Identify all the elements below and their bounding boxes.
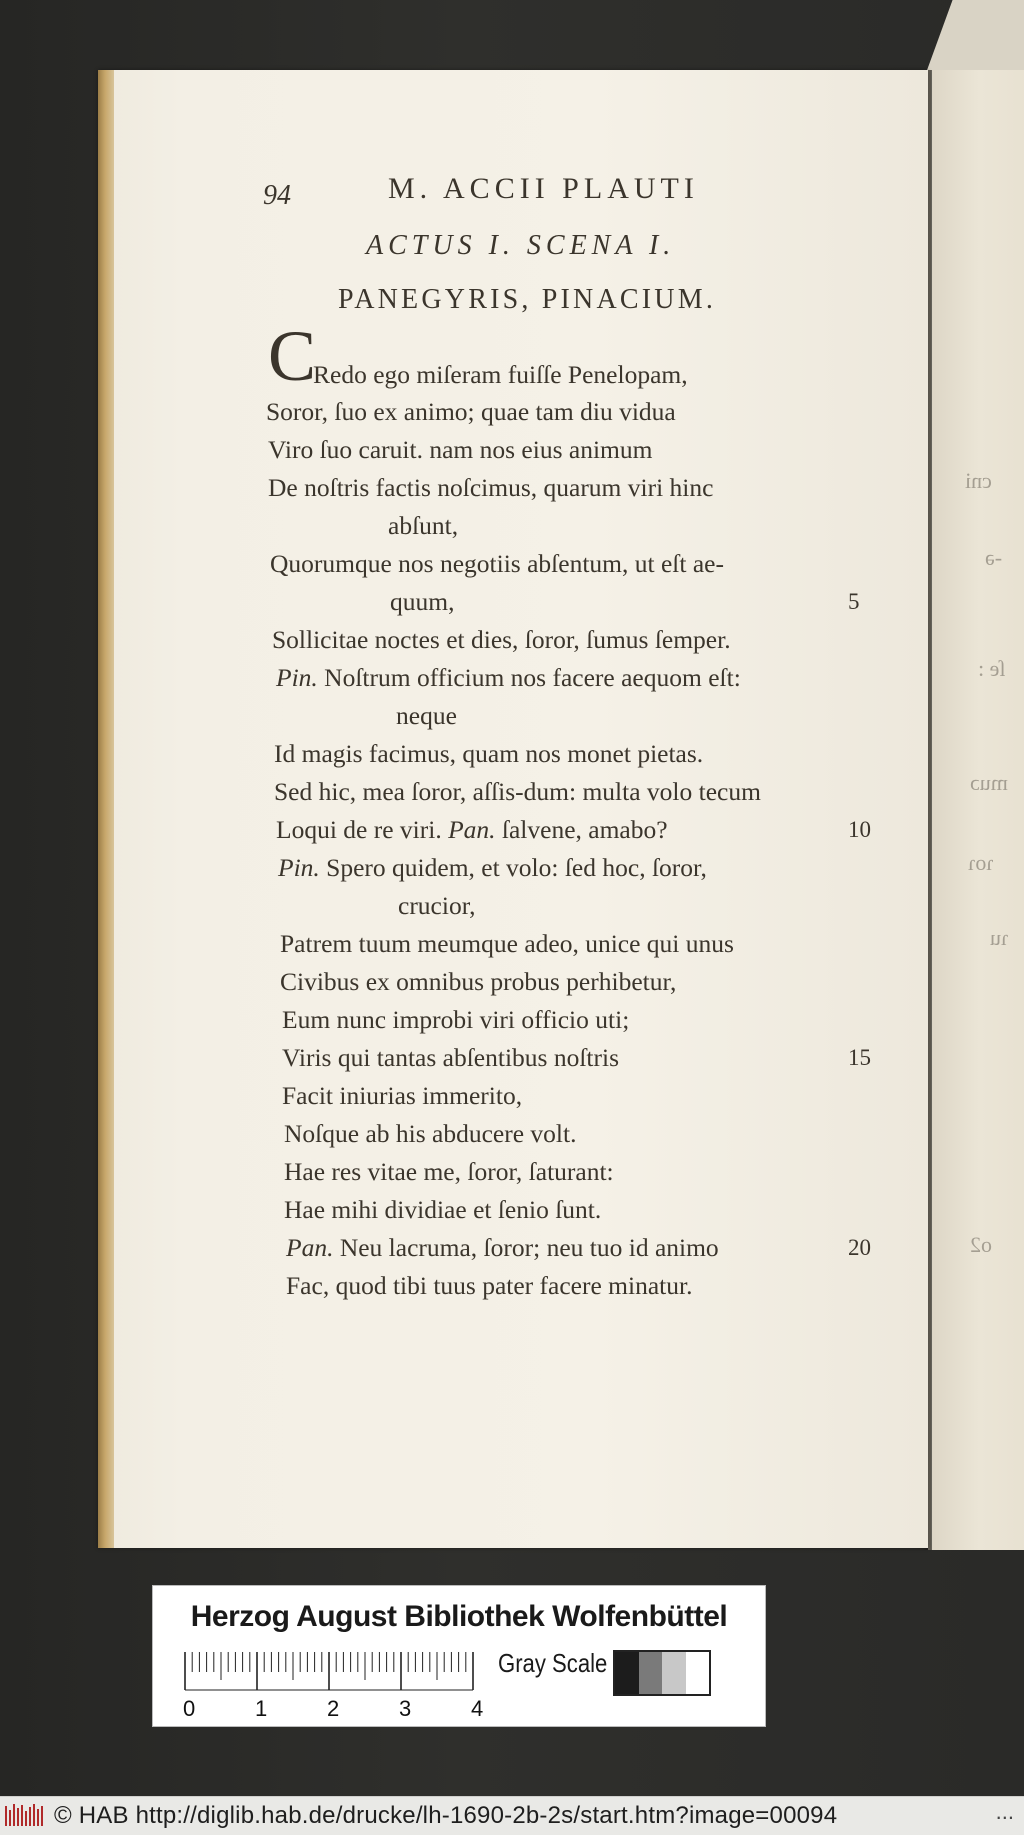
line-number: 15: [848, 1045, 871, 1070]
verse-line: [282, 1081, 522, 1111]
verse-text: Loqui de re viri.: [276, 815, 442, 844]
verse-text: Viro ſuo caruit. nam nos eius animum: [268, 435, 653, 464]
verse-line: [284, 1119, 576, 1149]
verse-text: Patrem tuum meumque adeo, unice qui unus: [280, 929, 734, 958]
page-content: [98, 70, 928, 1548]
ruler-number: 1: [255, 1696, 268, 1720]
book-page: [98, 70, 928, 1548]
verse-text: crucior,: [398, 891, 476, 920]
verse-line: [270, 549, 724, 579]
ruler-number: 2: [327, 1696, 340, 1720]
verse-text: Civibus ex omnibus probus perhibetur,: [280, 967, 677, 996]
verse-text: abſunt,: [388, 511, 459, 540]
verse-line: [284, 1195, 601, 1225]
verse-line: [268, 435, 652, 465]
verse-line: [268, 473, 713, 503]
speaker-label: Pan.: [448, 815, 496, 844]
verse-text: Neu lacruma, ſoror; neu tuo id animo: [339, 1233, 719, 1262]
speaker-label: Pin.: [276, 663, 318, 692]
bleed-through-text: ɿu: [990, 925, 1009, 950]
facing-page-corner: [923, 0, 1024, 80]
footer-bar: [0, 1796, 1024, 1835]
speaker-label: Pin.: [278, 853, 320, 882]
archive-color-strip: [152, 1585, 766, 1727]
verse-line: [266, 397, 676, 427]
verse-text: [98, 70, 928, 1548]
verse-text: Noſtrum officium nos facere aequom eſt:: [324, 663, 741, 692]
verse-line: [280, 929, 734, 959]
verse-line: [280, 967, 676, 997]
verse-line: [278, 853, 707, 883]
verse-text: Redo ego miſeram fuiſſe Penelopam,: [313, 360, 688, 389]
verse-text: ſalvene, amabo?: [501, 815, 668, 844]
verse-line: [398, 891, 476, 921]
verse-text: Eum nunc improbi viri officio uti;: [282, 1005, 630, 1034]
verse-text: Fac, quod tibi tuus pater facere minatur.: [286, 1271, 693, 1300]
verse-text: Sed hic, mea ſoror, aſſis-dum: multa volo tecum: [274, 777, 761, 806]
page-edge: [98, 70, 114, 1548]
verse-text: Id magis facimus, quam nos monet pietas.: [274, 739, 704, 768]
verse-text: Soror, ſuo ex animo; quae tam diu vidua: [266, 397, 676, 426]
verse-text: Sollicitae noctes et dies, ſoror, ſumus ſemper.: [272, 625, 731, 654]
grayscale-swatch: [662, 1652, 686, 1694]
drop-cap: C: [268, 316, 317, 396]
verse-line: [286, 1233, 719, 1263]
bleed-through-text: o2: [970, 1232, 992, 1257]
line-number: 5: [848, 589, 860, 614]
verse-line: [284, 1157, 614, 1187]
ruler-number: 4: [471, 1696, 483, 1720]
hab-logo-icon: [4, 1802, 48, 1830]
verse-line: [388, 511, 458, 541]
bleed-through-text: cni: [965, 468, 992, 493]
verse-line: [276, 815, 668, 845]
act-heading: ACTUS I. SCENA I.: [366, 230, 676, 261]
verse-text: Hae mihi dividiae et ſenio ſunt.: [284, 1195, 602, 1224]
character-list: PANEGYRIS, PINACIUM.: [338, 284, 717, 315]
more-options-button[interactable]: ...: [995, 1799, 1014, 1824]
verse-text: Spero quidem, et volo: ſed hoc, ſoror,: [326, 853, 707, 882]
grayscale-swatch: [686, 1652, 710, 1694]
page-number: 94: [263, 180, 291, 211]
verse-line: [282, 1005, 629, 1035]
running-title: M. ACCII PLAUTI: [388, 172, 699, 205]
verse-text: Viris qui tantas abſentibus noſtris: [282, 1043, 620, 1072]
bleed-through-text: muɔ: [970, 770, 1008, 795]
verse-line: [276, 663, 741, 693]
verse-text: neque: [396, 701, 457, 730]
bleed-through-text: ɿoɿ: [968, 850, 994, 875]
verse-line: [274, 739, 703, 769]
speaker-label: Pan.: [286, 1233, 334, 1262]
verse-line: [272, 625, 731, 655]
verse-text: quum,: [390, 587, 455, 616]
library-name: Herzog August Bibliothek Wolfenbüttel: [190, 1600, 728, 1633]
facing-page: [928, 70, 1024, 1550]
bleed-through-text: -ə: [985, 545, 1003, 570]
verse-text: Quorumque nos negotiis abſentum, ut eſt ae-: [270, 549, 724, 578]
verse-line: [274, 777, 761, 807]
verse-line: [286, 1271, 692, 1301]
verse-text: De noſtris factis noſcimus, quarum viri hinc: [268, 473, 714, 502]
verse-text: Hae res vitae me, ſoror, ſaturant:: [284, 1157, 614, 1186]
grayscale-swatch: [639, 1652, 663, 1694]
measurement-ruler: [183, 1650, 483, 1720]
bleed-through-text: ſe :: [978, 656, 1006, 681]
line-number: 10: [848, 817, 871, 842]
line-number: 20: [848, 1235, 871, 1260]
grayscale-swatch: [615, 1652, 639, 1694]
ruler-number: 3: [399, 1696, 412, 1720]
ruler-number: 0: [183, 1696, 196, 1720]
grayscale-bar: [613, 1650, 711, 1696]
verse-text: Facit iniurias immerito,: [282, 1081, 523, 1110]
verse-line: [282, 1043, 619, 1073]
copyright-link[interactable]: © HAB http://diglib.hab.de/drucke/lh-1690-2b-2s/start.htm?image=00094: [54, 1802, 838, 1829]
verse-line: [396, 701, 457, 731]
grayscale-label: Gray Scale: [498, 1648, 608, 1678]
verse-line: [313, 360, 688, 390]
verse-text: Noſque ab his abducere volt.: [284, 1119, 577, 1148]
verse-line: [390, 587, 454, 617]
